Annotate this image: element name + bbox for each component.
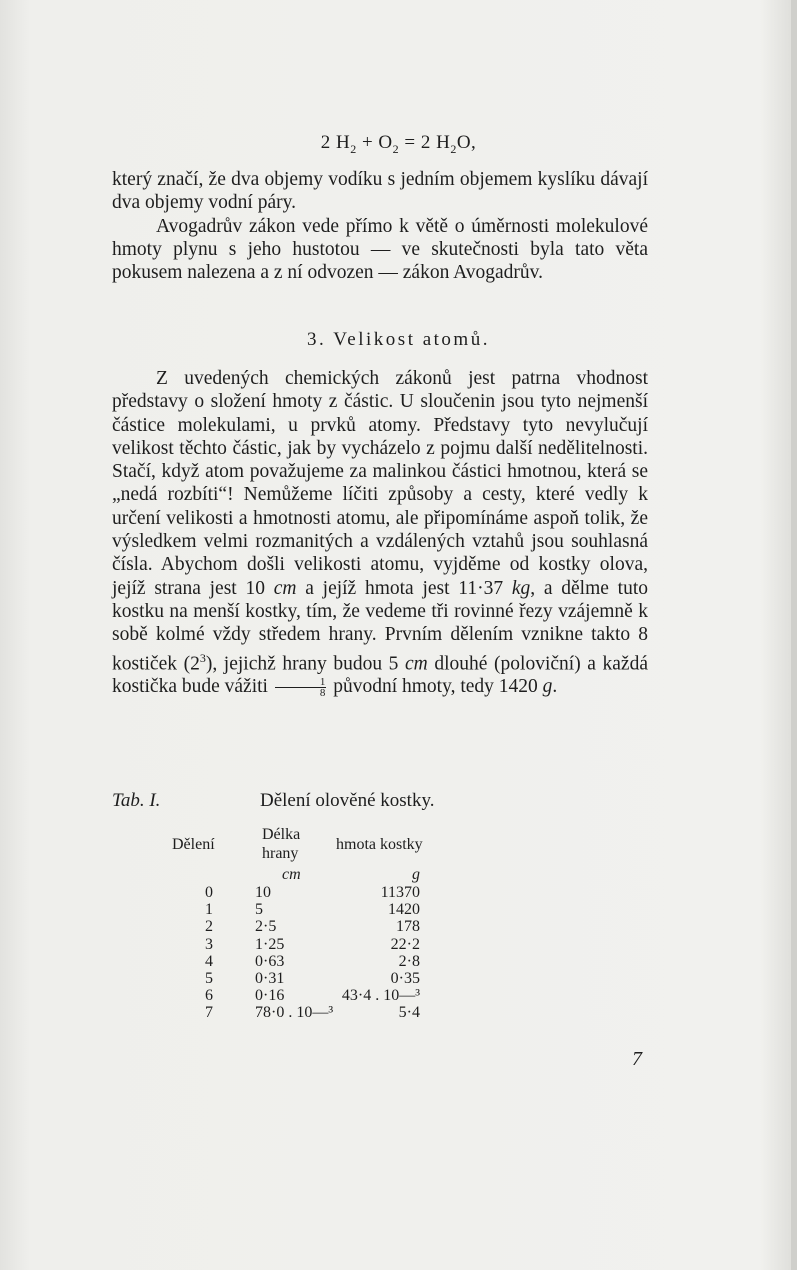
chemical-equation: 2 $H_2 + O_2 = 2$ $H_2O$, <box>320 132 477 156</box>
section-heading: 3. Velikost atomů. <box>307 329 490 350</box>
table-cell-edge: 0·63 <box>255 952 285 970</box>
table-cell-edge: 0·16 <box>255 987 285 1005</box>
table-cell-edge: 10 <box>255 884 271 901</box>
table-cell-mass: 11370 <box>380 884 420 901</box>
table-cell-mass: 178 <box>396 918 420 936</box>
table-cell-division: 0 <box>205 884 213 901</box>
fraction-one-eighth: $\frac{1}{8}$ <box>275 677 327 698</box>
table-cell-division: 5 <box>205 970 213 987</box>
paragraph-atom-size: Z uvedených chemických zákonů jest patrna vhodnost představy o složení hmoty z částic. U sloučenin jsou tyto nejmenší částice molekulami, u prvků atomy. Představy tyto nevylučují velikost těchto částic, jak by vycházelo z pojmu další nedělitelnosti. Stačí, když atom považujeme za malinkou částici hmotnou, která se „nedá rozbíti“! Nemůžeme líčiti způsoby a cesty, které vedly k určení velikosti a hmotnosti atomu, ale připomínáme aspoň tolik, že výsledkem velmi rozmanitých a vzdálených vztahů jsou souhlasná čísla. Abychom došli velikosti atomu, vyjděme od kostky olova, jejíž strana jest 10 cm a jejíž hmota jest 11·37 kg, a dělme tuto kostku na menší kostky, tím, že vedeme tři rovinné řezy vzájemně k sobě kolmé vždy středem hrany. Prvním dělením vznikne takto 8 kostiček $(2^3)$, jejichž hrany budou 5 cm dlouhé (poloviční) a každá kostička bude vážiti $\frac{1}{8}$ původní hmoty, tedy 1420 g. <box>112 368 649 700</box>
table-cell-mass: 43·4 . 10—³ <box>341 987 420 1005</box>
table-cell-edge: 1·25 <box>255 935 285 953</box>
column-header-division: Dělení <box>172 836 215 853</box>
column-header-mass: hmota kostky <box>336 836 423 853</box>
table-cell-edge: 0·31 <box>255 970 285 987</box>
table-cell-division: 7 <box>205 1004 213 1022</box>
paragraph-equation-explanation: který značí, že dva objemy vodíku s jedním objemem kyslíku dávají dva objemy vodní páry. <box>112 169 648 214</box>
column-header-edge-line2: hrany <box>262 845 299 862</box>
page-number: 7 <box>632 1048 642 1070</box>
table-cell-division: 2 <box>205 918 213 936</box>
table-cell-division: 3 <box>205 935 213 953</box>
table-cell-division: 6 <box>205 987 213 1005</box>
table-cell-mass: 0·35 <box>390 970 420 987</box>
body-text-atoms <box>112 367 648 699</box>
table-cell-edge: 2·5 <box>255 918 277 936</box>
table-cell-division: 4 <box>205 952 213 970</box>
table-cell-edge: 5 <box>255 901 263 919</box>
table-title: Dělení olověné kostky. <box>260 790 435 811</box>
table-cell-mass: 1420 <box>388 901 420 919</box>
table-cell-mass: 5·4 <box>398 1004 420 1022</box>
table-cell-edge: 78·0 . 10—³ <box>255 1004 334 1022</box>
body-text-top <box>112 168 648 284</box>
unit-g: g <box>412 866 420 883</box>
paragraph-avogadro: Avogadrův zákon vede přímo k větě o úměrnosti molekulové hmoty plynu s jeho hustotou — ve skutečnosti byla tato věta pokusem nalezena a z ní odvozen — zákon Avogadrův. <box>112 215 648 284</box>
unit-cm: cm <box>282 866 301 883</box>
table-cell-mass: 22·2 <box>390 935 420 953</box>
column-header-edge-line1: Délka <box>262 826 301 843</box>
table-cell-mass: 2·8 <box>398 952 420 970</box>
table-cell-division: 1 <box>205 901 213 919</box>
table-label: Tab. I. <box>112 790 161 811</box>
